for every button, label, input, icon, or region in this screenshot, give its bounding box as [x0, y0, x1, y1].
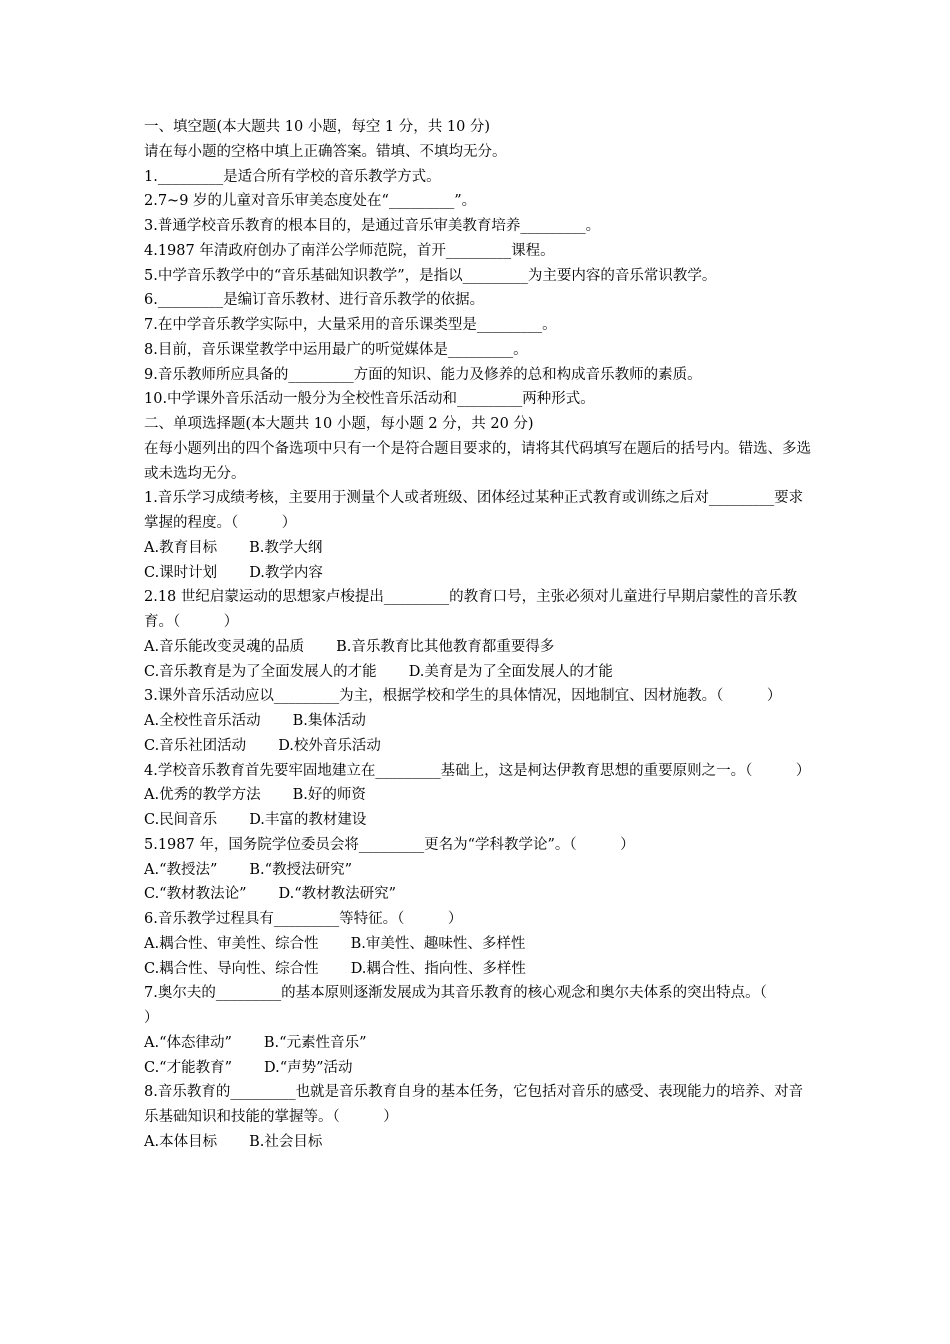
fill-blank-question: 6._________是编订音乐教材、进行音乐教学的依据。	[144, 292, 485, 309]
option-row	[144, 1056, 812, 1081]
option: D.美育是为了全面发展人的才能	[408, 663, 613, 680]
option-row	[144, 1130, 812, 1155]
choice-question	[144, 585, 812, 684]
choice-question	[144, 759, 812, 833]
question-stem: 4.学校音乐教育首先要牢固地建立在_________基础上，这是柯达伊教育思想的重要原则之一。（ ）	[144, 762, 811, 779]
option: D.校外音乐活动	[278, 737, 381, 754]
option-row	[144, 882, 812, 907]
option-row	[144, 709, 812, 734]
option-row	[144, 660, 812, 685]
option-row	[144, 734, 812, 759]
fill-blank-question: 1._________是适合所有学校的音乐教学方式。	[144, 168, 441, 185]
choice-question	[144, 1080, 812, 1154]
fill-blank-questions	[144, 165, 812, 413]
option: A.优秀的教学方法	[144, 787, 261, 804]
question-stem: 8.音乐教育的_________也就是音乐教育自身的基本任务，它包括对音乐的感受、表现能力的培养、对音乐基础知识和技能的掌握等。（ ）	[144, 1084, 804, 1125]
option: A.耦合性、审美性、综合性	[144, 935, 319, 952]
option-row	[144, 635, 812, 660]
option: B.社会目标	[249, 1133, 323, 1150]
option-row	[144, 561, 812, 586]
option: C.“教材教法论”	[144, 886, 247, 903]
fill-blank-question: 3.普通学校音乐教育的根本目的，是通过音乐审美教育培养_________。	[144, 218, 601, 234]
section1-title: 一、填空题(本大题共 10 小题，每空 1 分，共 10 分)	[144, 119, 491, 135]
question-stem: 2.18 世纪启蒙运动的思想家卢梭提出_________的教育口号，主张必须对儿童进行早期启蒙性的音乐教育。（ ）	[144, 589, 798, 630]
option: B.“教授法研究”	[249, 861, 352, 878]
choice-question	[144, 684, 812, 758]
option: A.音乐能改变灵魂的品质	[144, 638, 305, 655]
option: C.耦合性、导向性、综合性	[144, 960, 319, 977]
section2-title: 二、单项选择题(本大题共 10 小题，每小题 2 分，共 20 分)	[144, 416, 534, 432]
fill-blank-question: 4.1987 年清政府创办了南洋公学师范院，首开_________课程。	[144, 242, 555, 259]
fill-blank-question: 10.中学课外音乐活动一般分为全校性音乐活动和_________两种形式。	[144, 391, 595, 408]
option-row	[144, 1031, 812, 1056]
option: C.音乐教育是为了全面发展人的才能	[144, 663, 377, 680]
option: B.音乐教育比其他教育都重要得多	[336, 638, 555, 655]
question-stem: 3.课外音乐活动应以_________为主，根据学校和学生的具体情况，因地制宜、因材施教。（ ）	[144, 688, 782, 705]
option-row	[144, 932, 812, 957]
option-row	[144, 536, 812, 561]
option: D.“教材教法研究”	[278, 886, 397, 903]
fill-blank-question: 2.7~9 岁的儿童对音乐审美态度处在“_________”。	[144, 193, 477, 210]
fill-blank-question: 9.音乐教师所应具备的_________方面的知识、能力及修养的总和构成音乐教师的素质。	[144, 366, 702, 383]
option-row	[144, 808, 812, 833]
option: B.好的师资	[292, 787, 366, 804]
choice-question	[144, 907, 812, 981]
option: B.审美性、趣味性、多样性	[350, 935, 526, 952]
option: A.“体态律动”	[144, 1034, 232, 1051]
choice-questions	[144, 486, 812, 1154]
option: D.耦合性、指向性、多样性	[350, 960, 526, 977]
option: C.“才能教育”	[144, 1059, 233, 1076]
section2-instruction: 在每小题列出的四个备选项中只有一个是符合题目要求的，请将其代码填写在题后的括号内。错选、多选或未选均无分。	[144, 440, 811, 482]
option: B.教学大纲	[249, 539, 323, 556]
question-stem: 5.1987 年，国务院学位委员会将_________更名为“学科教学论”。（ ）	[144, 836, 635, 853]
choice-question	[144, 981, 812, 1080]
option: C.民间音乐	[144, 812, 218, 828]
option: D.教学内容	[249, 564, 323, 581]
option: B.集体活动	[292, 713, 366, 729]
fill-blank-question: 7.在中学音乐教学实际中，大量采用的音乐课类型是_________。	[144, 317, 557, 333]
option: A.教育目标	[144, 539, 218, 556]
exam-content	[144, 115, 812, 1155]
question-stem: 6.音乐教学过程具有_________等特征。（ ）	[144, 911, 463, 927]
option: C.音乐社团活动	[144, 737, 247, 754]
option: A.本体目标	[144, 1133, 218, 1150]
option: D.丰富的教材建设	[249, 812, 367, 828]
choice-question	[144, 833, 812, 907]
option: A.“教授法”	[144, 861, 218, 878]
option: C.课时计划	[144, 564, 218, 581]
option: D.“声势”活动	[264, 1059, 353, 1076]
section1-instruction: 请在每小题的空格中填上正确答案。错填、不填均无分。	[144, 143, 507, 160]
choice-question	[144, 486, 812, 585]
option-row	[144, 783, 812, 808]
option: A.全校性音乐活动	[144, 713, 261, 729]
option: B.“元素性音乐”	[263, 1034, 367, 1051]
fill-blank-question: 8.目前，音乐课堂教学中运用最广的听觉媒体是_________。	[144, 341, 528, 358]
option-row	[144, 858, 812, 883]
question-stem: 1.音乐学习成绩考核，主要用于测量个人或者班级、团体经过某种正式教育或训练之后对_________要求掌握的程度。（ ）	[144, 490, 804, 531]
fill-blank-question: 5.中学音乐教学中的“音乐基础知识教学”，是指以_________为主要内容的音乐常识教学。	[144, 267, 717, 284]
option-row	[144, 957, 812, 982]
question-stem: 7.奥尔夫的_________的基本原则逐渐发展成为其音乐教育的核心观念和奥尔夫体系的突出特点。（ ）	[144, 985, 811, 1026]
